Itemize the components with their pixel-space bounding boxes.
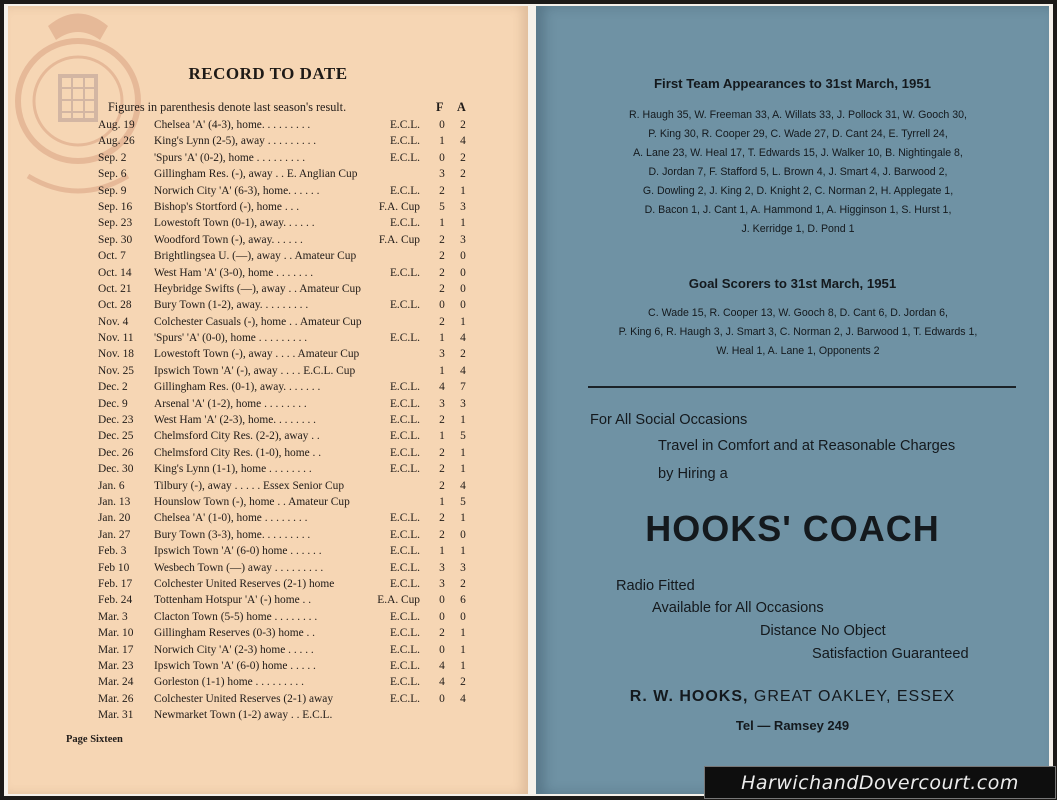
fixture-date: Sep. 6 [98,168,127,181]
fixture-row [98,494,478,510]
fixture-date: Oct. 21 [98,282,132,295]
fixture-goals-against: 2 [460,577,466,590]
fixture-goals-against: 1 [460,217,466,230]
fixture-date: Nov. 18 [98,348,134,361]
right-page-stats-advert [536,6,1049,794]
fixture-competition: E.C.L. [389,119,420,131]
fixture-row [98,346,478,362]
fixture-goals-for: 2 [439,315,445,328]
ad-feature-1: Radio Fitted [616,578,695,594]
fixture-competition: E.C.L. [389,463,420,476]
fixture-date: Oct. 28 [98,299,132,312]
fixture-goals-against: 5 [460,430,466,443]
fixture-date: Dec. 25 [98,430,134,443]
fixture-opponent: Ipswich Town 'A' (6-0) home . . . . . [154,659,316,672]
fixture-goals-against: 5 [460,495,466,508]
fixture-date: Oct. 14 [98,266,132,279]
fixture-goals-against: 1 [460,315,466,328]
record-intro: Figures in parenthesis denote last season's result. [108,100,347,114]
fixture-goals-for: 0 [439,610,445,623]
fixture-row [98,642,478,658]
fixture-date: Dec. 26 [98,446,134,459]
fixture-date: Jan. 13 [98,495,131,508]
appearances-heading: First Team Appearances to 31st March, 1951 [653,76,932,91]
fixture-row [98,707,478,723]
fixture-goals-against: 1 [460,627,466,640]
fixture-goals-against: 0 [460,610,466,623]
fixture-goals-against: 4 [460,479,466,492]
fixture-date: Feb. 17 [98,577,133,590]
fixture-competition: E.C.L. [389,692,420,705]
fixture-opponent: Chelmsford City Res. (1-0), home . . [154,446,322,459]
fixture-opponent: Colchester Casuals (-), home . . Amateur Cup [154,315,362,328]
fixture-goals-against: 1 [460,446,466,459]
fixture-goals-against: 2 [460,168,466,181]
fixture-opponent: King's Lynn (1-1), home . . . . . . . . [154,463,312,476]
appearances-line: J. Kerridge 1, D. Pond 1 [741,223,855,235]
fixture-goals-against: 7 [460,381,466,394]
fixture-competition: E.C.L. [389,643,420,656]
fixture-goals-against: 3 [460,200,466,213]
fixture-date: Aug. 19 [98,119,135,131]
fixture-opponent: 'Spurs' 'A' (0-0), home . . . . . . . . . [154,332,308,345]
fixture-goals-for: 5 [439,200,445,213]
fixture-opponent: Ipswich Town 'A' (-), away . . . . E.C.L. Cup [154,364,356,377]
fixture-row [98,281,478,297]
ad-address [536,688,1049,706]
appearances-line: D. Bacon 1, J. Cant 1, A. Hammond 1, A. Higginson 1, S. Hurst 1, [644,204,952,216]
fixture-date: Mar. 26 [98,692,134,705]
fixture-row [98,396,478,412]
fixture-competition: E.C.L. [389,397,420,410]
fixture-opponent: King's Lynn (2-5), away . . . . . . . . . [154,135,317,148]
ad-feature-4: Satisfaction Guaranteed [812,646,969,662]
ad-address-place: GREAT OAKLEY, ESSEX [753,688,956,705]
fixture-competition: E.C.L. [389,512,420,525]
fixture-row [98,330,478,346]
fixture-competition: F.A. Cup [378,233,420,246]
fixture-competition: E.C.L. [389,446,420,459]
fixture-goals-against: 2 [460,151,466,164]
fixture-row [98,478,478,494]
fixture-opponent: Hounslow Town (-), home . . Amateur Cup [154,495,350,508]
fixture-goals-for: 3 [439,577,445,590]
fixture-goals-against: 0 [460,250,466,263]
fixture-row [98,117,478,133]
fixture-date: Dec. 9 [98,397,128,410]
fixture-row [98,428,478,444]
fixture-date: Feb 10 [98,561,130,574]
fixture-opponent: Lowestoft Town (0-1), away. . . . . . [154,217,315,230]
fixture-opponent: Heybridge Swifts (—), away . . Amateur Cup [154,282,361,295]
fixture-date: Sep. 23 [98,217,133,230]
fixture-opponent: Lowestoft Town (-), away . . . . Amateur Cup [154,348,360,361]
fixture-row [98,527,478,543]
fixture-goals-for: 4 [439,381,445,394]
fixture-goals-for: 2 [439,250,445,263]
fixture-row [98,297,478,313]
fixture-goals-against: 3 [460,233,466,246]
fixture-date: Jan. 27 [98,528,131,541]
fixture-opponent: Tilbury (-), away . . . . . Essex Senior Cup [154,479,345,492]
fixture-row [98,199,478,215]
fixture-opponent: Norwich City 'A' (6-3), home. . . . . . [154,184,320,197]
fixture-goals-for: 2 [439,528,445,541]
fixture-opponent: Newmarket Town (1-2) away . . E.C.L. [154,709,333,722]
fixture-row [98,691,478,707]
fixture-date: Aug. 26 [98,135,135,148]
fixture-row [98,412,478,428]
fixture-row [98,592,478,608]
fixture-goals-against: 2 [460,676,466,689]
fixture-goals-for: 1 [439,495,445,508]
left-page-record [8,6,528,794]
fixture-competition: E.C.L. [389,659,420,672]
fixture-date: Sep. 30 [98,233,133,246]
fixture-goals-for: 1 [439,135,445,148]
fixture-goals-against: 0 [460,528,466,541]
fixture-row [98,232,478,248]
fixture-opponent: West Ham 'A' (3-0), home . . . . . . . [154,266,314,279]
fixture-row [98,166,478,182]
fixture-date: Nov. 11 [98,332,134,345]
fixture-row [98,363,478,379]
fixture-date: Sep. 16 [98,200,133,213]
fixture-goals-for: 2 [439,512,445,525]
scorers-list [578,304,1018,361]
fixture-opponent: Clacton Town (5-5) home . . . . . . . . [154,610,318,623]
fixture-goals-against: 1 [460,184,466,197]
ad-feature-3: Distance No Object [760,623,886,639]
fixture-opponent: Colchester United Reserves (2-1) home [154,577,335,590]
fixture-competition: E.C.L. [389,299,420,312]
scorers-line: P. King 6, R. Haugh 3, J. Smart 3, C. Norman 2, J. Barwood 1, T. Edwards 1, [618,326,978,338]
fixture-opponent: Gillingham Reserves (0-3) home . . [154,627,316,640]
fixture-row [98,461,478,477]
fixture-row [98,609,478,625]
fixture-competition: E.A. Cup [377,594,420,607]
fixture-competition: E.C.L. [389,266,420,279]
fixture-competition: E.C.L. [389,332,420,345]
fixture-date: Feb. 3 [98,545,127,558]
fixture-goals-for: 2 [439,414,445,427]
fixture-row [98,215,478,231]
scorers-heading: Goal Scorers to 31st March, 1951 [688,276,897,291]
fixture-opponent: Ipswich Town 'A' (6-0) home . . . . . . [154,545,322,558]
appearances-line: D. Jordan 7, F. Stafford 5, L. Brown 4, J. Smart 4, J. Barwood 2, [648,166,948,178]
fixture-goals-against: 1 [460,414,466,427]
fixture-date: Oct. 7 [98,250,126,263]
fixture-date: Dec. 30 [98,463,134,476]
fixture-competition: E.C.L. [389,151,420,164]
fixture-row [98,445,478,461]
fixture-opponent: Chelsea 'A' (1-0), home . . . . . . . . [154,512,308,525]
col-against-header: A [457,100,466,114]
ad-line-2: Travel in Comfort and at Reasonable Charges [658,438,956,454]
fixture-opponent: Bury Town (3-3), home. . . . . . . . . [154,528,311,541]
fixture-row [98,576,478,592]
fixture-goals-against: 4 [460,364,466,377]
fixture-goals-for: 2 [439,627,445,640]
fixture-opponent: 'Spurs 'A' (0-2), home . . . . . . . . . [154,151,306,164]
fixture-row [98,510,478,526]
fixture-competition: E.C.L. [389,676,420,689]
fixture-competition: E.C.L. [389,528,420,541]
fixture-row [98,133,478,149]
scorers-line: C. Wade 15, R. Cooper 13, W. Gooch 8, D. Cant 6, D. Jordan 6, [648,307,948,319]
fixture-goals-for: 1 [439,364,445,377]
ad-line-1: For All Social Occasions [590,412,748,428]
fixture-goals-against: 0 [460,282,466,295]
fixture-goals-against: 2 [460,119,466,131]
fixture-opponent: Bishop's Stortford (-), home . . . [154,200,300,213]
fixture-date: Mar. 17 [98,643,134,656]
ad-line-3: by Hiring a [658,466,728,482]
fixture-date: Dec. 23 [98,414,134,427]
fixture-opponent: Chelsea 'A' (4-3), home. . . . . . . . . [154,119,311,131]
fixture-date: Dec. 2 [98,381,128,394]
fixture-goals-against: 1 [460,643,466,656]
fixture-competition: E.C.L. [389,217,420,230]
fixture-opponent: Norwich City 'A' (2-3) home . . . . . [154,643,314,656]
fixture-date: Mar. 24 [98,676,134,689]
appearances-line: R. Haugh 35, W. Freeman 33, A. Willats 33, J. Pollock 31, W. Gooch 30, [629,109,967,121]
fixture-row [98,314,478,330]
fixture-goals-for: 2 [439,266,445,279]
fixture-row [98,560,478,576]
fixture-goals-for: 1 [439,332,445,345]
fixture-goals-against: 4 [460,135,466,148]
fixture-date: Sep. 9 [98,184,127,197]
fixture-date: Sep. 2 [98,151,127,164]
fixture-row [98,150,478,166]
fixture-goals-against: 0 [460,299,466,312]
fixture-competition: E.C.L. [389,135,420,148]
fixture-row [98,674,478,690]
section-divider [588,386,1016,388]
fixture-opponent: Tottenham Hotspur 'A' (-) home . . [154,594,312,607]
fixture-goals-for: 0 [439,692,445,705]
fixture-goals-for: 2 [439,463,445,476]
ad-address-name: R. W. HOOKS, [629,688,749,705]
ad-telephone: Tel — Ramsey 249 [735,718,850,733]
fixture-goals-against: 0 [460,266,466,279]
fixture-competition: E.C.L. [389,430,420,443]
fixture-goals-for: 2 [439,446,445,459]
fixture-opponent: Gorleston (1-1) home . . . . . . . . . [154,676,304,689]
fixture-goals-against: 4 [460,332,466,345]
fixture-date: Mar. 10 [98,627,134,640]
fixture-goals-against: 1 [460,659,466,672]
fixture-opponent: West Ham 'A' (2-3), home. . . . . . . . [154,414,316,427]
fixture-goals-for: 0 [439,119,445,131]
fixture-competition: E.C.L. [389,414,420,427]
fixture-goals-against: 1 [460,512,466,525]
fixture-goals-for: 0 [439,643,445,656]
fixture-opponent: Wesbech Town (—) away . . . . . . . . . [154,561,324,574]
ad-brand-name: HOOKS' COACH [645,508,940,549]
fixture-competition: E.C.L. [389,627,420,640]
appearances-line: P. King 30, R. Cooper 29, C. Wade 27, D. Cant 24, E. Tyrrell 24, [648,128,948,140]
fixture-goals-for: 0 [439,151,445,164]
appearances-line: A. Lane 23, W. Heal 17, T. Edwards 15, J. Walker 10, B. Nightingale 8, [633,147,963,159]
fixture-opponent: Colchester United Reserves (2-1) away [154,692,334,705]
fixture-opponent: Brightlingsea U. (—), away . . Amateur Cup [154,250,357,263]
fixture-date: Nov. 4 [98,315,129,328]
fixture-goals-against: 3 [460,561,466,574]
fixture-row [98,625,478,641]
appearances-line: G. Dowling 2, J. King 2, D. Knight 2, C. Norman 2, H. Applegate 1, [642,185,954,197]
fixture-goals-for: 1 [439,545,445,558]
fixture-row [98,658,478,674]
fixture-competition: E.C.L. [389,545,420,558]
fixture-goals-for: 1 [439,217,445,230]
fixture-opponent: Arsenal 'A' (1-2), home . . . . . . . . [154,397,307,410]
fixture-row [98,543,478,559]
appearances-list [578,106,1018,239]
fixture-goals-for: 3 [439,561,445,574]
site-watermark [704,766,1056,799]
col-for-header: F [436,100,444,114]
fixture-goals-against: 2 [460,348,466,361]
fixture-competition: E.C.L. [389,184,420,197]
fixture-row [98,248,478,264]
record-title: RECORD TO DATE [188,64,348,83]
fixture-competition: E.C.L. [389,561,420,574]
fixture-goals-against: 3 [460,397,466,410]
fixture-goals-against: 6 [460,594,466,607]
fixture-date: Mar. 3 [98,610,128,623]
fixture-goals-against: 1 [460,545,466,558]
fixture-opponent: Gillingham Res. (-), away . . E. Anglian Cup [154,168,358,181]
fixture-goals-against: 1 [460,463,466,476]
fixture-goals-against: 4 [460,692,466,705]
fixture-goals-for: 1 [439,430,445,443]
fixture-goals-for: 3 [439,168,445,181]
fixture-goals-for: 4 [439,659,445,672]
page-number: Page Sixteen [66,734,123,745]
fixture-list [98,117,478,723]
site-watermark-text: HarwichandDovercourt.com [741,771,1019,794]
fixture-competition: E.C.L. [389,381,420,394]
fixture-row [98,265,478,281]
fixture-opponent: Gillingham Res. (0-1), away. . . . . . . [154,381,321,394]
fixture-row [98,183,478,199]
fixture-competition: E.C.L. [389,610,420,623]
fixture-opponent: Chelmsford City Res. (2-2), away . . [154,430,320,443]
fixture-date: Nov. 25 [98,364,134,377]
fixture-competition: F.A. Cup [378,200,420,213]
fixture-row [98,379,478,395]
scorers-line: W. Heal 1, A. Lane 1, Opponents 2 [716,345,880,357]
ad-feature-2: Available for All Occasions [652,600,824,616]
fixture-goals-for: 2 [439,233,445,246]
fixture-goals-for: 0 [439,594,445,607]
fixture-goals-for: 0 [439,299,445,312]
fixture-opponent: Bury Town (1-2), away. . . . . . . . . [154,299,309,312]
fixture-goals-for: 2 [439,184,445,197]
fixture-date: Feb. 24 [98,594,133,607]
fixture-goals-for: 3 [439,348,445,361]
fixture-competition: E.C.L. [389,577,420,590]
fixture-goals-for: 4 [439,676,445,689]
fixture-date: Jan. 6 [98,479,125,492]
fixture-goals-for: 3 [439,397,445,410]
fixture-opponent: Woodford Town (-), away. . . . . . [154,233,303,246]
fixture-date: Mar. 31 [98,709,134,722]
fixture-date: Jan. 20 [98,512,131,525]
fixture-goals-for: 2 [439,479,445,492]
fixture-date: Mar. 23 [98,659,134,672]
fixture-goals-for: 2 [439,282,445,295]
